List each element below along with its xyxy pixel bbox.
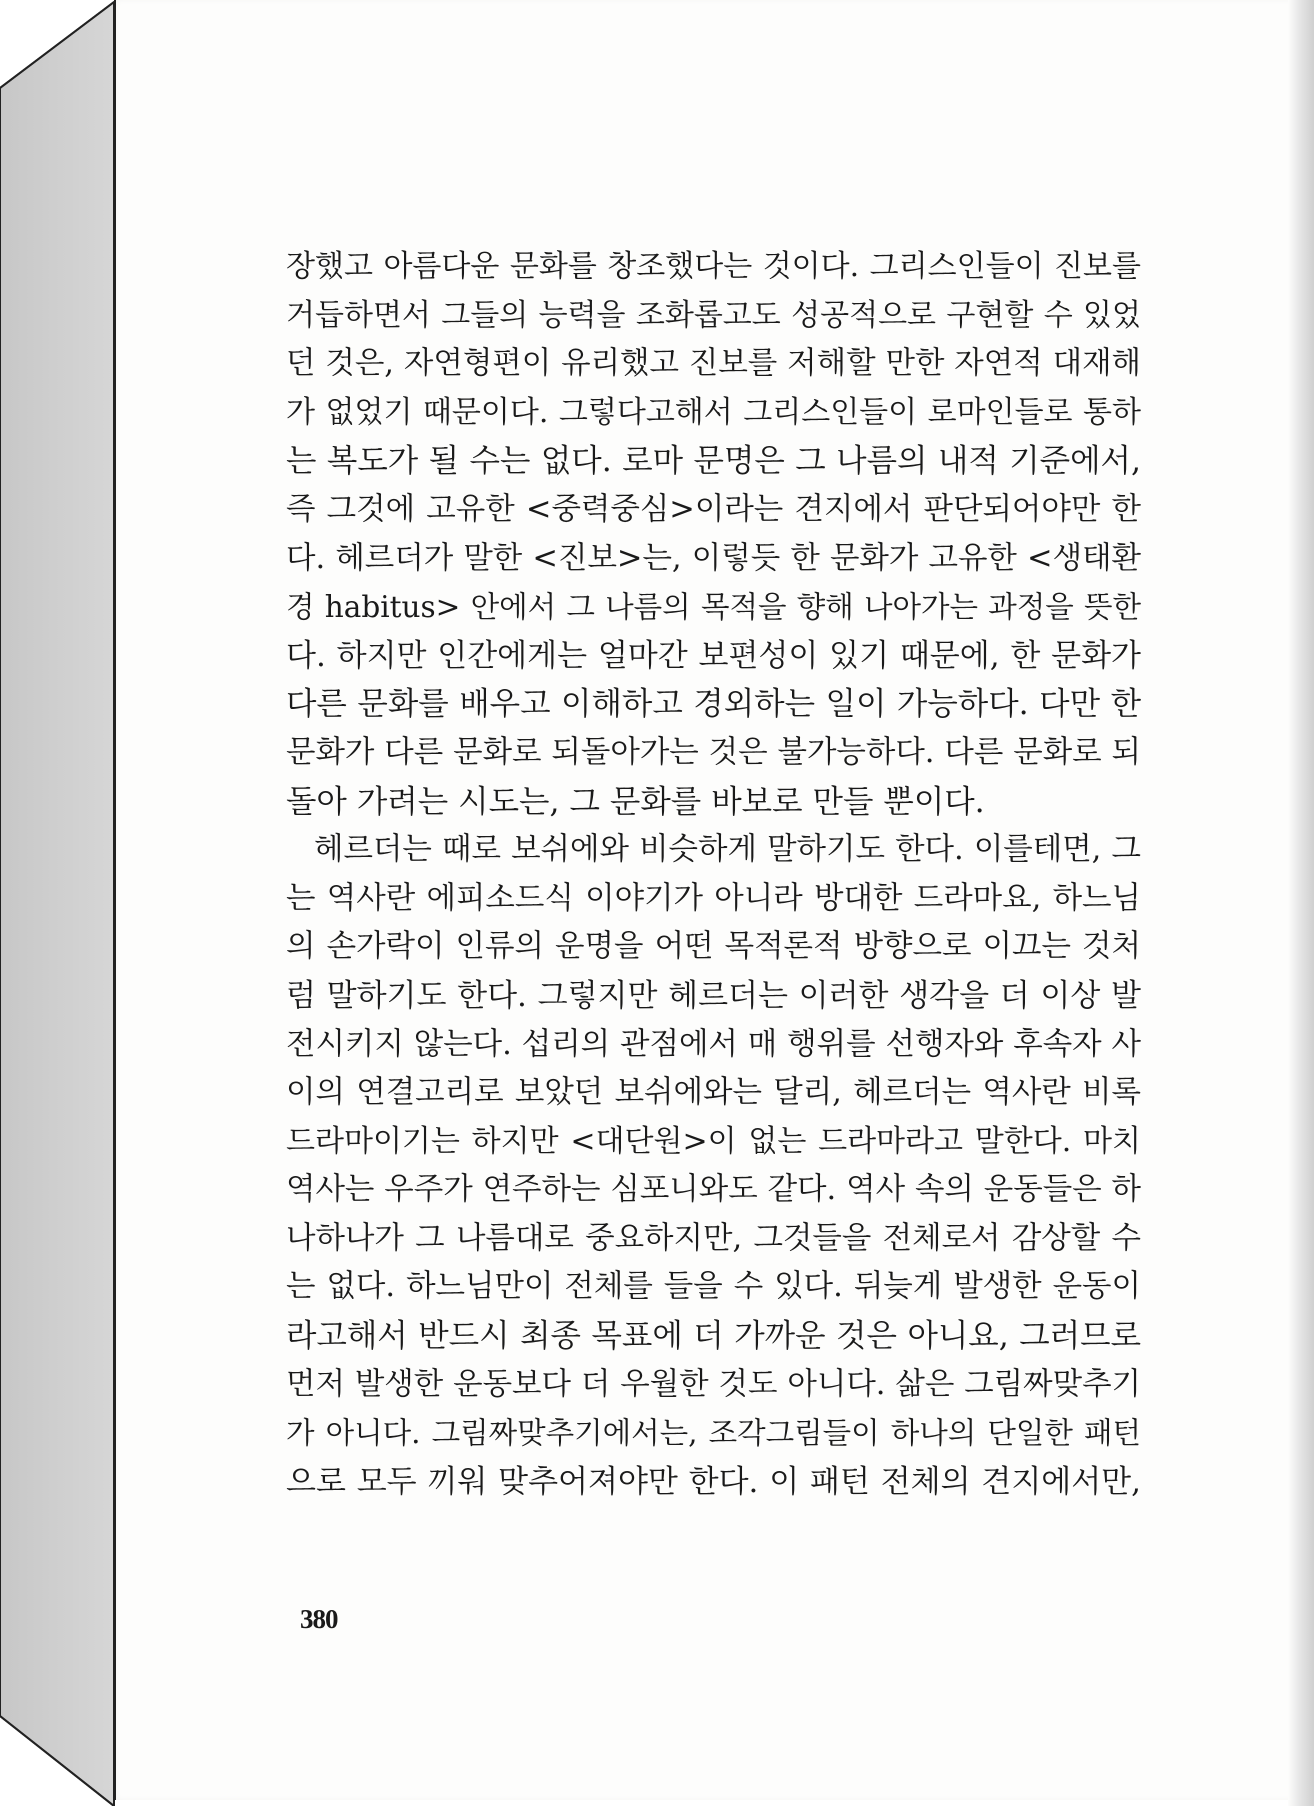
- text-line: 장했고 아름다운 문화를 창조했다는 것이다. 그리스인들이 진보를: [286, 249, 1141, 284]
- text-line: 다. 하지만 인간에게는 얼마간 보편성이 있기 때문에, 한 문화가: [286, 637, 1141, 674]
- text-line: 먼저 발생한 운동보다 더 우월한 것도 아니다. 삶은 그림짜맞추기: [286, 1366, 1141, 1402]
- text-line: 의 손가락이 인류의 운명을 어떤 목적론적 방향으로 이끄는 것처: [286, 929, 1141, 965]
- text-line: 가 아니다. 그림짜맞추기에서는, 조각그림들이 하나의 단일한 패턴: [286, 1416, 1141, 1451]
- text-line: 가 없었기 때문이다. 그렇다고해서 그리스인들이 로마인들로 통하: [286, 394, 1141, 430]
- text-line: 다. 헤르더가 말한 <진보>는, 이렇듯 한 문화가 고유한 <생태환: [286, 540, 1141, 576]
- body-text: [286, 243, 1141, 1506]
- text-line: 돌아 가려는 시도는, 그 문화를 바보로 만들 뿐이다.: [286, 783, 985, 820]
- page-right-edge: [1288, 0, 1314, 1806]
- text-line: 드라마이기는 하지만 <대단원>이 없는 드라마라고 말한다. 마치: [286, 1123, 1141, 1159]
- text-line: 경 habitus> 안에서 그 나름의 목적을 향해 나아가는 과정을 뜻한: [286, 590, 1141, 625]
- text-line: 는 역사란 에피소드식 이야기가 아니라 방대한 드라마요, 하느님: [286, 880, 1141, 916]
- text-line: 던 것은, 자연형편이 유리했고 진보를 저해할 만한 자연적 대재해: [286, 346, 1141, 382]
- text-line: 다른 문화를 배우고 이해하고 경외하는 일이 가능하다. 다만 한: [286, 686, 1141, 723]
- text-line: 헤르더는 때로 보쉬에와 비슷하게 말하기도 한다. 이를테면, 그: [314, 832, 1141, 868]
- text-line: 는 없다. 하느님만이 전체를 들을 수 있다. 뒤늦게 발생한 운동이: [286, 1269, 1141, 1305]
- text-line: 나하나가 그 나름대로 중요하지만, 그것들을 전체로서 감상할 수: [286, 1220, 1141, 1256]
- text-line: 는 복도가 될 수는 없다. 로마 문명은 그 나름의 내적 기준에서,: [286, 443, 1141, 480]
- text-line: 즉 그것에 고유한 <중력중심>이라는 견지에서 판단되어야만 한: [286, 491, 1141, 527]
- text-line: 이의 연결고리로 보았던 보쉬에와는 달리, 헤르더는 역사란 비록: [286, 1075, 1141, 1111]
- text-line: 거듭하면서 그들의 능력을 조화롭고도 성공적으로 구현할 수 있었: [286, 297, 1141, 333]
- text-line: 전시키지 않는다. 섭리의 관점에서 매 행위를 선행자와 후속자 사: [286, 1026, 1141, 1062]
- text-line: 라고해서 반드시 최종 목표에 더 가까운 것은 아니요, 그러므로: [286, 1318, 1141, 1355]
- page-number: 380: [300, 1604, 338, 1634]
- text-line: 역사는 우주가 연주하는 심포니와도 같다. 역사 속의 운동들은 하: [286, 1172, 1141, 1208]
- text-line: 럼 말하기도 한다. 그렇지만 헤르더는 이러한 생각을 더 이상 발: [286, 977, 1141, 1014]
- text-line: 으로 모두 끼워 맞추어져야만 한다. 이 패턴 전체의 견지에서만,: [286, 1463, 1141, 1500]
- text-line: 문화가 다른 문화로 되돌아가는 것은 불가능하다. 다른 문화로 되: [286, 734, 1141, 770]
